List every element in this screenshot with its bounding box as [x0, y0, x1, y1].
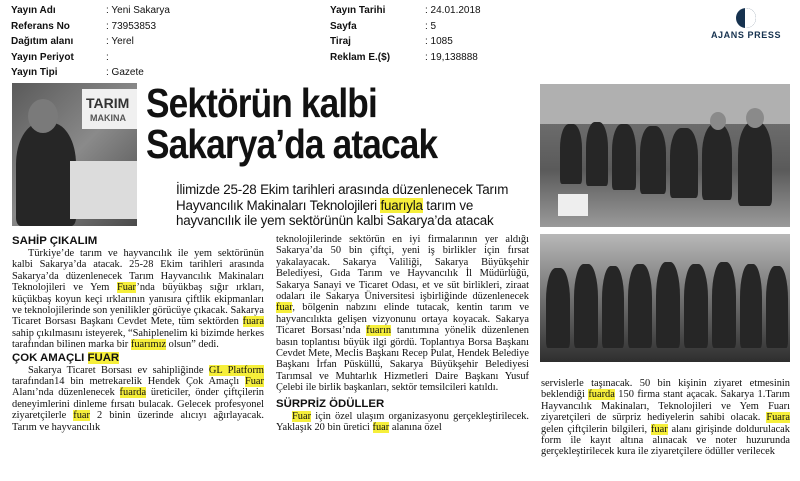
text: Sakarya Ticaret Borsası ev sahipliğinde: [28, 364, 209, 376]
highlight: fuarda: [588, 389, 615, 401]
deck-highlight: fuarıyla: [380, 197, 423, 213]
group-person: [712, 262, 736, 348]
meta-label: Sayfa: [330, 20, 357, 32]
text: alanına özel: [389, 422, 442, 434]
audience-person: [586, 122, 608, 186]
meta-label: Reklam E.($): [330, 51, 391, 63]
highlight: Fuar: [244, 376, 264, 388]
podium: [70, 161, 137, 219]
headline-line-1: Sektörün kalbi: [146, 80, 377, 126]
meta-value: : 24.01.2018: [425, 5, 481, 16]
highlight: fuar: [372, 422, 390, 434]
group-person: [546, 268, 570, 348]
highlight: Fuar: [116, 282, 137, 294]
subheading: SÜRPRİZ ÖDÜLLER: [276, 397, 385, 410]
text: sahip çıkılmasını isteyerek, “Sahiplenelim ki bizimde herkes tarafından bilinen marka bir: [12, 327, 264, 351]
group-photo: [540, 234, 790, 362]
highlight: Fuara: [766, 412, 790, 424]
meta-label: Yayın Tarihi: [330, 5, 386, 16]
audience-head: [746, 108, 764, 128]
meta-value: : 5: [425, 20, 437, 32]
subheading: [12, 351, 264, 365]
meta-label: Referans No: [11, 20, 70, 32]
meta-label: Yayın Tipi: [11, 67, 58, 78]
text: için özel ulaşım organizasyonu gerçekleştirilecek. Yaklaşık 20 bin üretici: [276, 410, 529, 434]
paragraph: [276, 234, 529, 394]
meta-value: : Yeni Sakarya: [106, 5, 170, 16]
text: tanıtımına yönelik düzenlenen basın toplantısı büyük ilgi gördü. Toplantıya Borsa Başkanı Cevdet Mete, Meclis Başkanı Recep Pulat, Hendek Belediye Başkanı İrfan Püsküllü, Sakarya Büyükşehir Belediyesi Tarımsal ve Muhtarlık Hizmetleri Daire Başkanı Yusuf Çelebi ile birlik başkanları, sektör temsilcileri katıldı.: [276, 325, 529, 394]
paragraph: [12, 365, 264, 433]
photo-banner-text: TARIM: [86, 95, 130, 111]
text: servislerle taşınacak. 50 bin kişinin ziyaret etmesinin beklendiği: [541, 378, 790, 401]
meta-row: [330, 34, 481, 50]
meta-label: Dağıtım alanı: [11, 36, 74, 47]
group-person: [766, 266, 788, 348]
audience-person: [702, 124, 732, 200]
deck-text: tarım ve hayvancılık ile yem sektörünün kalbi Sakarya’da atacak: [176, 197, 494, 228]
highlight: fuarda: [119, 387, 147, 399]
text: alanı girişinde doldurulacak form ile kayıt altına alınacak ve noter huzurunda gerçekleştirilecek kura ile ziyaretçilere ödüller verilecek: [541, 423, 790, 458]
article-deck: [176, 182, 528, 229]
highlight: Fuar: [292, 410, 312, 422]
speaker-head: [28, 99, 58, 133]
audience-photo: [540, 84, 790, 227]
meta-label: Yayın Adı: [11, 5, 56, 16]
highlight: fuarın: [366, 325, 392, 337]
audience-person: [640, 126, 666, 194]
audience-person: [560, 124, 582, 184]
highlight: GL Platform: [208, 364, 264, 376]
meta-row: [330, 50, 481, 66]
meta-value: : 19,138888: [425, 51, 478, 63]
publication-meta-right: [330, 3, 481, 65]
audience-person: [670, 128, 698, 198]
highlight: fuar: [650, 423, 668, 435]
group-person: [628, 264, 652, 348]
highlight: fuar: [276, 302, 293, 314]
meta-value: : 1085: [425, 36, 453, 47]
logo-text: AJANS PRESS: [710, 30, 782, 40]
text: 2 binin üzerinde alıcıyı ağırlayacak. Tarım ve hayvancılık: [12, 410, 264, 433]
highlight: fuara: [242, 316, 264, 328]
headline-line-2: Sakarya’da atacak: [146, 121, 438, 167]
meta-row: [11, 50, 170, 66]
publication-meta-left: [11, 3, 170, 81]
group-person: [656, 262, 680, 348]
article-column-3: [541, 378, 790, 458]
audience-head: [710, 112, 726, 130]
ajans-press-logo: [706, 8, 786, 40]
highlight: fuar: [73, 410, 90, 422]
article-column-1: [12, 234, 264, 433]
group-person: [684, 264, 708, 348]
text: Türkiye’de tarım ve hayvancılık ile yem sektörünün kalbi Sakarya’da atacak. 25-28 Ekim tarihleri arasında Sakarya’da düzenlenecek Tarım Hayvancılık Makinaları Teknolojileri ve Yem: [12, 248, 264, 294]
audience-person: [612, 124, 636, 190]
meta-row: [11, 34, 170, 50]
deck-text: İlimizde 25-28 Ekim tarihleri arasında düzenlenecek Tarım Hayvancılık Makinaları Teknolojileri: [176, 182, 509, 213]
text: olsun” dedi.: [166, 339, 219, 351]
group-person: [602, 266, 624, 348]
meta-value: : Gazete: [106, 67, 144, 78]
paragraph: [12, 248, 264, 351]
audience-person: [738, 122, 772, 206]
meta-row: [11, 3, 170, 19]
photo-banner-subtext: MAKINA: [90, 113, 126, 123]
article-headline: [146, 80, 477, 167]
meta-value: : 73953853: [106, 20, 157, 32]
paragraph: [541, 378, 790, 458]
meta-label: Yayın Periyot: [11, 51, 74, 63]
ajans-press-logo-icon: [736, 8, 756, 28]
text: üreticiler, önder çiftçilerin deneyimlerini dinleme fırsatı bulacak. Gelecek profesyonel ziyaretçilerle: [12, 387, 264, 422]
meta-value: :: [106, 51, 109, 63]
speaker-photo: [12, 83, 137, 226]
text: gelen çiftçilerin bilgileri,: [541, 423, 651, 435]
article-column-2: [276, 234, 529, 434]
subheading: SAHİP ÇIKALIM: [12, 235, 98, 247]
meta-label: Tiraj: [330, 36, 351, 47]
group-person: [740, 264, 762, 348]
highlight: FUAR: [87, 351, 120, 364]
text: Alanı’nda düzenlenecek: [12, 387, 120, 399]
meta-row: [11, 65, 170, 81]
text: , bölgenin nabzını elinde tutacak, kentin tarım ve hayvancılıkta gelişen vizyonunu ortaya koyacak. Sakarya Ticaret Borsası’nda: [276, 302, 529, 337]
text: ’nda büyükbaş sığır ırkları, küçükbaş koyun keçi ırklarının yanısıra çiftlik ekipmanları ve teknolojilerinde son yenilikler görücüye çıkacak. Sakarya Ticaret Borsası Başkanı Cevdet Mete, tüm sektörden: [12, 282, 264, 328]
chair: [558, 194, 588, 216]
meta-row: [330, 3, 481, 19]
speaker-figure: [16, 123, 76, 226]
paragraph: [276, 411, 529, 434]
text: 150 firma stant açacak. Sakarya 1.Tarım Hayvancılık Makinaları, Teknolojileri ve Yem Fuarı ziyaretçileri de sürpriz hediyelerin sahibi olacak.: [541, 389, 790, 424]
meta-row: [11, 19, 170, 35]
text: tarafından14 bin metrekarelik Hendek Çok Amaçlı: [12, 376, 245, 388]
meta-value: : Yerel: [106, 36, 134, 47]
highlight: fuarımız: [130, 339, 167, 351]
group-person: [574, 264, 598, 348]
text: ÇOK AMAÇLI: [12, 351, 88, 364]
text: teknolojilerinde sektörün en iyi firmalarının yer aldığı Sakarya’da 50 bin çiftçi, yeni iş birlikler için fırsat yakalayacak. Sakarya Valiliği, Sakarya Büyükşehir Belediyesi, Gıda Tarım ve Hayvancılık İl Müdürlüğü, Sakarya Sanayi ve Ticaret Odası, et ve süt birlikleri, ziraat odaları ile Sakarya Üniversitesi işbirliğinde düzenlenecek: [276, 234, 529, 303]
meta-row: [330, 19, 481, 35]
